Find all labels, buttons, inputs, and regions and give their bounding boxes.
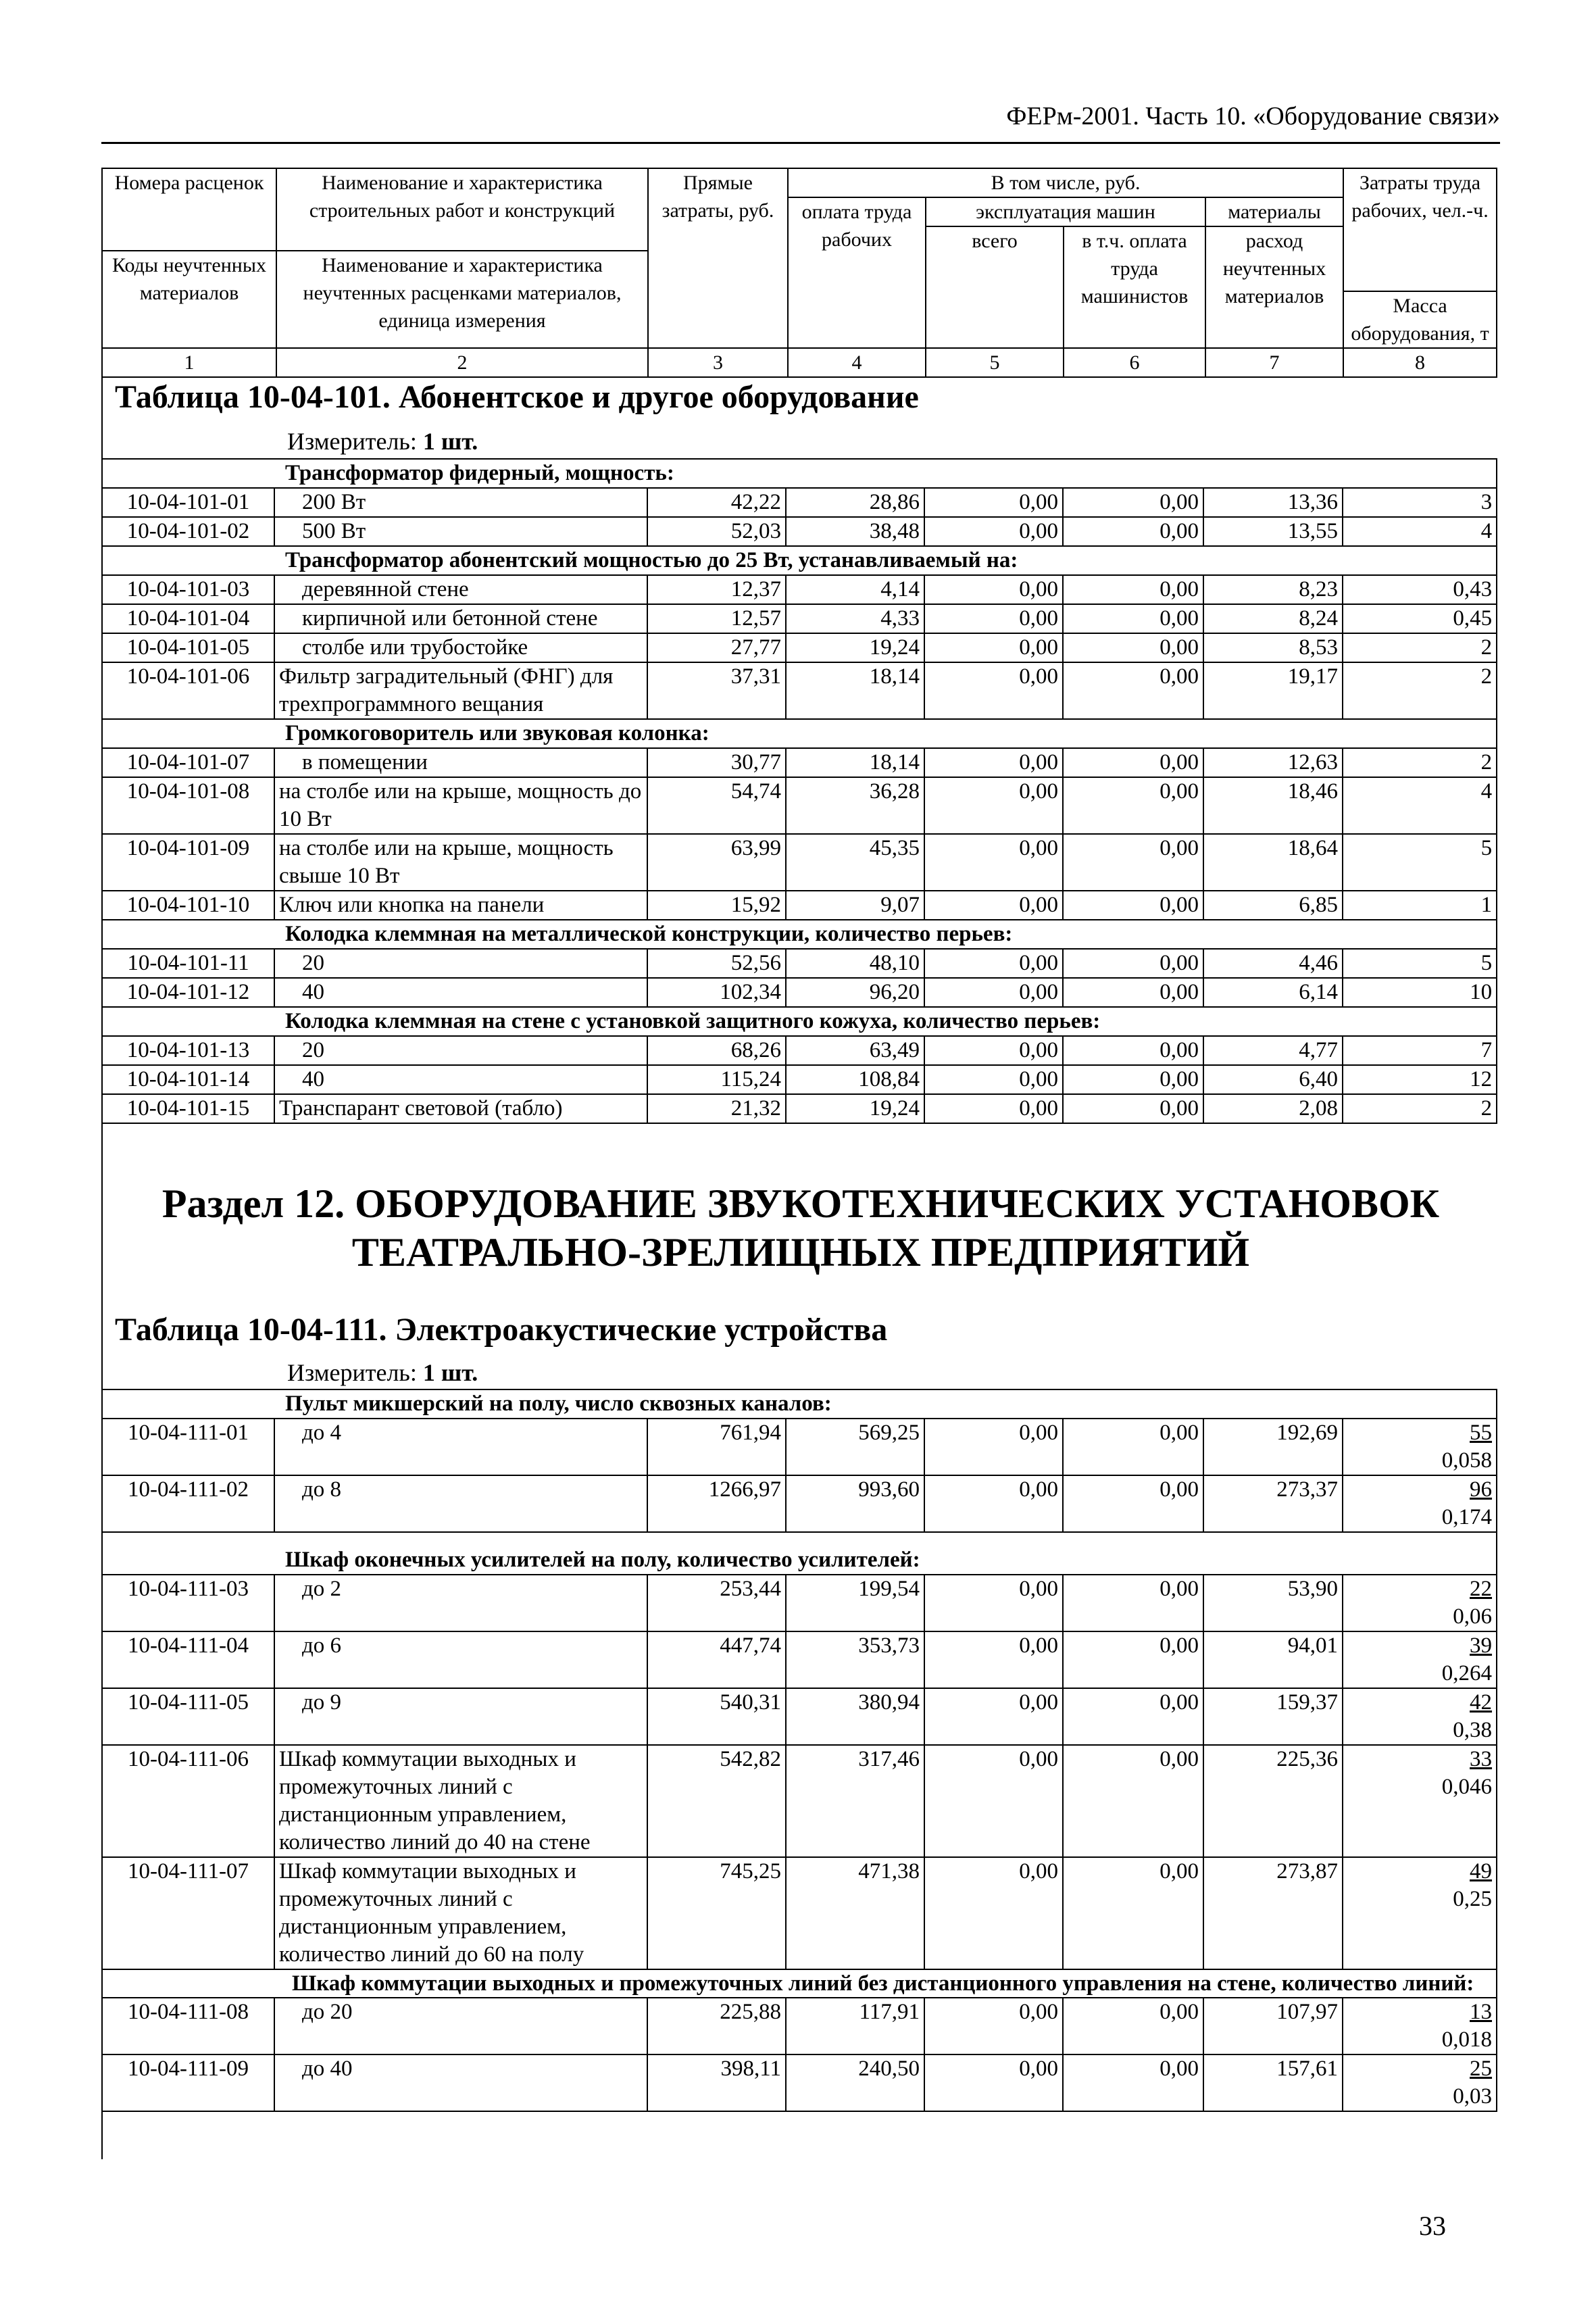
machine-total: 0,00 [924, 1998, 1063, 2054]
work-name: Фильтр заградительный (ФНГ) для трехпрограммного вещания [274, 662, 647, 719]
labor-pay: 28,86 [786, 488, 924, 517]
machinist-pay: 0,00 [1063, 488, 1203, 517]
work-name: кирпичной или бетонной стене [274, 604, 647, 633]
labor-pay: 96,20 [786, 978, 924, 1007]
work-name: Транспарант световой (табло) [274, 1094, 647, 1123]
machine-total: 0,00 [924, 1745, 1063, 1857]
group-heading: Шкаф оконечных усилителей на полу, количество усилителей: [102, 1532, 1497, 1575]
table-title: Таблица 10-04-111. Электроакустические устройства [115, 1312, 888, 1348]
header-in-that: В том числе, руб. [788, 168, 1343, 197]
machinist-pay: 0,00 [1063, 575, 1203, 604]
machinist-pay: 0,00 [1063, 1857, 1203, 1969]
machine-total: 0,00 [924, 1688, 1063, 1745]
labor-pay: 380,94 [786, 1688, 924, 1745]
labor-pay: 569,25 [786, 1419, 924, 1475]
labor-pay: 240,50 [786, 2054, 924, 2111]
rate-code: 10-04-111-03 [102, 1575, 274, 1631]
header-materials-use: расход неучтенных материалов [1205, 226, 1343, 348]
direct-cost: 68,26 [647, 1036, 786, 1065]
labor-hours: 7 [1343, 1036, 1497, 1065]
materials-cost: 273,37 [1203, 1475, 1343, 1532]
machinist-pay: 0,00 [1063, 978, 1203, 1007]
rate-code: 10-04-101-10 [102, 891, 274, 920]
labor-hours: 1 [1343, 891, 1497, 920]
machine-total: 0,00 [924, 1475, 1063, 1532]
header-machine-operation: эксплуатация машин [926, 197, 1205, 226]
table-row [102, 1036, 1497, 1065]
labor-pay: 18,14 [786, 748, 924, 777]
work-name: 500 Вт [274, 517, 647, 546]
work-name: до 40 [274, 2054, 647, 2111]
labor-hours: 22 [1470, 1577, 1493, 1601]
header-work-name: Наименование и характеристика строительных работ и конструкций [276, 168, 648, 251]
table-row [102, 834, 1497, 891]
labor-pay: 48,10 [786, 949, 924, 978]
labor-hours: 3 [1343, 488, 1497, 517]
section-title-line2: ТЕАТРАЛЬНО-ЗРЕЛИЩНЫХ ПРЕДПРИЯТИЙ [351, 1230, 1250, 1275]
machinist-pay: 0,00 [1063, 1745, 1203, 1857]
machinist-pay: 0,00 [1063, 834, 1203, 891]
group-heading: Колодка клеммная на металлической конструкции, количество перьев: [102, 920, 1497, 949]
table-row [102, 633, 1497, 662]
work-name: до 2 [274, 1575, 647, 1631]
rate-code: 10-04-101-05 [102, 633, 274, 662]
materials-cost: 6,14 [1203, 978, 1343, 1007]
labor-hours: 2 [1343, 1094, 1497, 1123]
machine-total: 0,00 [924, 891, 1063, 920]
table-row [102, 978, 1497, 1007]
materials-cost: 19,17 [1203, 662, 1343, 719]
work-name: до 6 [274, 1631, 647, 1688]
machinist-pay: 0,00 [1063, 891, 1203, 920]
measure-line [287, 1358, 478, 1387]
labor-pay: 353,73 [786, 1631, 924, 1688]
table-row [102, 1419, 1497, 1475]
equipment-mass: 0,264 [1441, 1661, 1493, 1685]
labor-pay: 199,54 [786, 1575, 924, 1631]
machine-total: 0,00 [924, 978, 1063, 1007]
direct-cost: 540,31 [647, 1688, 786, 1745]
labor-pay: 19,24 [786, 633, 924, 662]
materials-cost: 6,85 [1203, 891, 1343, 920]
labor-mass-cell [1343, 1475, 1497, 1532]
machinist-pay: 0,00 [1063, 1094, 1203, 1123]
equipment-mass: 0,174 [1441, 1505, 1493, 1529]
materials-cost: 13,55 [1203, 517, 1343, 546]
header-labor-costs: Затраты труда рабочих, чел.-ч. [1343, 168, 1497, 291]
header-material-names: Наименование и характеристика неучтенных расценками материалов, единица измерения [276, 251, 648, 348]
rate-code: 10-04-101-04 [102, 604, 274, 633]
rate-code: 10-04-101-03 [102, 575, 274, 604]
machine-total: 0,00 [924, 1419, 1063, 1475]
table-row [102, 748, 1497, 777]
machinist-pay: 0,00 [1063, 1065, 1203, 1094]
work-name: в помещении [274, 748, 647, 777]
direct-cost: 542,82 [647, 1745, 786, 1857]
machinist-pay: 0,00 [1063, 1998, 1203, 2054]
work-name: до 9 [274, 1688, 647, 1745]
materials-cost: 8,23 [1203, 575, 1343, 604]
header-rule [101, 142, 1500, 144]
labor-hours: 5 [1343, 949, 1497, 978]
rate-code: 10-04-101-14 [102, 1065, 274, 1094]
materials-cost: 18,46 [1203, 777, 1343, 834]
rate-code: 10-04-101-02 [102, 517, 274, 546]
measure-label: Измеритель: [287, 428, 417, 455]
header-equipment-mass: Масса оборудования, т [1343, 291, 1497, 348]
header-total: всего [926, 226, 1064, 348]
labor-hours: 5 [1343, 834, 1497, 891]
labor-hours: 39 [1470, 1633, 1493, 1658]
group-heading: Пульт микшерский на полу, число сквозных каналов: [102, 1389, 1497, 1419]
machine-total: 0,00 [924, 662, 1063, 719]
labor-pay: 19,24 [786, 1094, 924, 1123]
rate-code: 10-04-101-06 [102, 662, 274, 719]
table-row [102, 777, 1497, 834]
table-row [102, 1631, 1497, 1688]
materials-cost: 6,40 [1203, 1065, 1343, 1094]
rate-code: 10-04-101-15 [102, 1094, 274, 1123]
equipment-mass: 0,03 [1453, 2084, 1493, 2109]
labor-pay: 63,49 [786, 1036, 924, 1065]
header-col-num: 5 [926, 348, 1064, 377]
machinist-pay: 0,00 [1063, 1419, 1203, 1475]
table-row [102, 575, 1497, 604]
rate-code: 10-04-111-01 [102, 1419, 274, 1475]
header-materials: материалы [1205, 197, 1343, 226]
labor-mass-cell [1343, 1575, 1497, 1631]
measure-label: Измеритель: [287, 1359, 417, 1386]
equipment-mass: 0,046 [1441, 1775, 1493, 1799]
work-name: столбе или трубостойке [274, 633, 647, 662]
work-name: 200 Вт [274, 488, 647, 517]
machinist-pay: 0,00 [1063, 949, 1203, 978]
labor-pay: 36,28 [786, 777, 924, 834]
direct-cost: 15,92 [647, 891, 786, 920]
machinist-pay: 0,00 [1063, 1036, 1203, 1065]
table-row [102, 1745, 1497, 1857]
materials-cost: 273,87 [1203, 1857, 1343, 1969]
work-name: 20 [274, 949, 647, 978]
work-name: до 4 [274, 1419, 647, 1475]
equipment-mass: 0,38 [1453, 1718, 1493, 1742]
materials-cost: 8,53 [1203, 633, 1343, 662]
rate-code: 10-04-101-09 [102, 834, 274, 891]
work-name: 20 [274, 1036, 647, 1065]
machine-total: 0,00 [924, 748, 1063, 777]
work-name: на столбе или на крыше, мощность свыше 10 Вт [274, 834, 647, 891]
table-row [102, 1575, 1497, 1631]
machine-total: 0,00 [924, 575, 1063, 604]
equipment-mass: 0,25 [1453, 1887, 1493, 1911]
direct-cost: 21,32 [647, 1094, 786, 1123]
equipment-mass: 0,018 [1441, 2027, 1493, 2052]
labor-hours: 2 [1343, 662, 1497, 719]
machinist-pay: 0,00 [1063, 2054, 1203, 2111]
materials-cost: 94,01 [1203, 1631, 1343, 1688]
machinist-pay: 0,00 [1063, 604, 1203, 633]
equipment-mass: 0,058 [1441, 1448, 1493, 1473]
work-name: 40 [274, 1065, 647, 1094]
materials-cost: 13,36 [1203, 488, 1343, 517]
labor-hours: 12 [1343, 1065, 1497, 1094]
machine-total: 0,00 [924, 1065, 1063, 1094]
machine-total: 0,00 [924, 1094, 1063, 1123]
equipment-mass: 0,06 [1453, 1604, 1493, 1629]
labor-mass-cell [1343, 2054, 1497, 2111]
header-machinist-pay: в т.ч. оплата труда машинистов [1064, 226, 1205, 348]
machine-total: 0,00 [924, 949, 1063, 978]
table-row [102, 1094, 1497, 1123]
direct-cost: 12,57 [647, 604, 786, 633]
header-col-num: 3 [648, 348, 788, 377]
labor-hours: 2 [1343, 748, 1497, 777]
table-row [102, 488, 1497, 517]
labor-hours: 2 [1343, 633, 1497, 662]
labor-mass-cell [1343, 1631, 1497, 1688]
table-row [102, 2054, 1497, 2111]
direct-cost: 52,03 [647, 517, 786, 546]
labor-pay: 471,38 [786, 1857, 924, 1969]
work-name: до 8 [274, 1475, 647, 1532]
header-direct-costs: Прямые затраты, руб. [648, 168, 788, 348]
table-row [102, 1475, 1497, 1532]
labor-pay: 993,60 [786, 1475, 924, 1532]
machine-total: 0,00 [924, 834, 1063, 891]
labor-hours: 55 [1470, 1421, 1493, 1445]
rate-code: 10-04-101-11 [102, 949, 274, 978]
direct-cost: 27,77 [647, 633, 786, 662]
materials-cost: 53,90 [1203, 1575, 1343, 1631]
direct-cost: 12,37 [647, 575, 786, 604]
machinist-pay: 0,00 [1063, 777, 1203, 834]
header-col-num: 7 [1205, 348, 1343, 377]
direct-cost: 253,44 [647, 1575, 786, 1631]
labor-hours: 0,45 [1343, 604, 1497, 633]
labor-hours: 4 [1343, 777, 1497, 834]
header-rate-numbers: Номера расценок [102, 168, 276, 251]
header-labor-pay: оплата труда рабочих [788, 197, 926, 348]
direct-cost: 761,94 [647, 1419, 786, 1475]
materials-cost: 159,37 [1203, 1688, 1343, 1745]
materials-cost: 4,46 [1203, 949, 1343, 978]
group-heading: Громкоговоритель или звуковая колонка: [102, 719, 1497, 748]
materials-cost: 18,64 [1203, 834, 1343, 891]
rate-code: 10-04-101-13 [102, 1036, 274, 1065]
labor-hours: 4 [1343, 517, 1497, 546]
header-col-num: 1 [102, 348, 276, 377]
work-name: на столбе или на крыше, мощность до 10 Вт [274, 777, 647, 834]
machinist-pay: 0,00 [1063, 517, 1203, 546]
materials-cost: 2,08 [1203, 1094, 1343, 1123]
direct-cost: 54,74 [647, 777, 786, 834]
table-row [102, 662, 1497, 719]
materials-cost: 8,24 [1203, 604, 1343, 633]
labor-hours: 13 [1470, 2000, 1493, 2024]
machine-total: 0,00 [924, 1036, 1063, 1065]
labor-hours: 25 [1470, 2057, 1493, 2081]
rate-code: 10-04-111-07 [102, 1857, 274, 1969]
labor-mass-cell [1343, 1998, 1497, 2054]
header-col-num: 8 [1343, 348, 1497, 377]
machine-total: 0,00 [924, 1631, 1063, 1688]
materials-cost: 192,69 [1203, 1419, 1343, 1475]
machinist-pay: 0,00 [1063, 1631, 1203, 1688]
running-header: ФЕРм-2001. Часть 10. «Оборудование связи» [1006, 102, 1500, 130]
rate-code: 10-04-111-08 [102, 1998, 274, 2054]
machinist-pay: 0,00 [1063, 748, 1203, 777]
direct-cost: 42,22 [647, 488, 786, 517]
labor-pay: 317,46 [786, 1745, 924, 1857]
machine-total: 0,00 [924, 633, 1063, 662]
rate-code: 10-04-111-02 [102, 1475, 274, 1532]
rate-code: 10-04-111-09 [102, 2054, 274, 2111]
machinist-pay: 0,00 [1063, 633, 1203, 662]
labor-pay: 9,07 [786, 891, 924, 920]
group-heading: Трансформатор абонентский мощностью до 25 Вт, устанавливаемый на: [102, 546, 1497, 575]
labor-mass-cell [1343, 1745, 1497, 1857]
labor-pay: 117,91 [786, 1998, 924, 2054]
labor-pay: 45,35 [786, 834, 924, 891]
labor-hours: 49 [1470, 1859, 1493, 1884]
machine-total: 0,00 [924, 2054, 1063, 2111]
machinist-pay: 0,00 [1063, 1688, 1203, 1745]
labor-hours: 10 [1343, 978, 1497, 1007]
header-col-num: 2 [276, 348, 648, 377]
table-row [102, 1857, 1497, 1969]
machine-total: 0,00 [924, 777, 1063, 834]
table-title: Таблица 10-04-101. Абонентское и другое оборудование [115, 379, 919, 415]
direct-cost: 398,11 [647, 2054, 786, 2111]
direct-cost: 52,56 [647, 949, 786, 978]
work-name: Ключ или кнопка на панели [274, 891, 647, 920]
rate-code: 10-04-101-01 [102, 488, 274, 517]
labor-hours: 96 [1470, 1477, 1493, 1502]
machine-total: 0,00 [924, 1857, 1063, 1969]
work-name: Шкаф коммутации выходных и промежуточных линий с дистанционным управлением, количество линий до 60 на полу [274, 1857, 647, 1969]
machine-total: 0,00 [924, 488, 1063, 517]
direct-cost: 37,31 [647, 662, 786, 719]
labor-hours: 42 [1470, 1690, 1493, 1715]
rate-code: 10-04-101-07 [102, 748, 274, 777]
machine-total: 0,00 [924, 517, 1063, 546]
labor-pay: 108,84 [786, 1065, 924, 1094]
measure-value: 1 шт. [422, 428, 478, 455]
machine-total: 0,00 [924, 604, 1063, 633]
group-heading: Трансформатор фидерный, мощность: [102, 459, 1497, 488]
rates-table-101 [101, 458, 1497, 1124]
table-row [102, 604, 1497, 633]
table-row [102, 1998, 1497, 2054]
machinist-pay: 0,00 [1063, 662, 1203, 719]
direct-cost: 447,74 [647, 1631, 786, 1688]
group-heading: Колодка клеммная на стене с установкой защитного кожуха, количество перьев: [102, 1007, 1497, 1036]
work-name: деревянной стене [274, 575, 647, 604]
materials-cost: 225,36 [1203, 1745, 1343, 1857]
rate-code: 10-04-111-06 [102, 1745, 274, 1857]
measure-value: 1 шт. [422, 1359, 478, 1386]
page-number: 33 [1419, 2211, 1446, 2241]
machinist-pay: 0,00 [1063, 1575, 1203, 1631]
direct-cost: 102,34 [647, 978, 786, 1007]
table-row [102, 891, 1497, 920]
header-col-num: 6 [1064, 348, 1205, 377]
materials-cost: 12,63 [1203, 748, 1343, 777]
table-row [102, 1688, 1497, 1745]
labor-hours: 33 [1470, 1747, 1493, 1771]
measure-line [287, 427, 478, 456]
column-header-table [101, 168, 1497, 378]
materials-cost: 107,97 [1203, 1998, 1343, 2054]
table-row [102, 949, 1497, 978]
direct-cost: 225,88 [647, 1998, 786, 2054]
direct-cost: 745,25 [647, 1857, 786, 1969]
work-name: Шкаф коммутации выходных и промежуточных линий с дистанционным управлением, количество линий до 40 на стене [274, 1745, 647, 1857]
table-row [102, 1065, 1497, 1094]
labor-mass-cell [1343, 1419, 1497, 1475]
labor-mass-cell [1343, 1857, 1497, 1969]
materials-cost: 157,61 [1203, 2054, 1343, 2111]
machine-total: 0,00 [924, 1575, 1063, 1631]
materials-cost: 4,77 [1203, 1036, 1343, 1065]
direct-cost: 115,24 [647, 1065, 786, 1094]
table-row [102, 517, 1497, 546]
rate-code: 10-04-111-04 [102, 1631, 274, 1688]
labor-hours: 0,43 [1343, 575, 1497, 604]
labor-pay: 38,48 [786, 517, 924, 546]
labor-mass-cell [1343, 1688, 1497, 1745]
rate-code: 10-04-101-08 [102, 777, 274, 834]
work-name: до 20 [274, 1998, 647, 2054]
direct-cost: 30,77 [647, 748, 786, 777]
machinist-pay: 0,00 [1063, 1475, 1203, 1532]
header-material-codes: Коды неучтенных материалов [102, 251, 276, 348]
rate-code: 10-04-101-12 [102, 978, 274, 1007]
labor-pay: 4,33 [786, 604, 924, 633]
labor-pay: 18,14 [786, 662, 924, 719]
rate-code: 10-04-111-05 [102, 1688, 274, 1745]
rates-table-111 [101, 1389, 1497, 2112]
work-name: 40 [274, 978, 647, 1007]
section-title-line1: Раздел 12. ОБОРУДОВАНИЕ ЗВУКОТЕХНИЧЕСКИХ УСТАНОВОК [161, 1181, 1440, 1226]
header-col-num: 4 [788, 348, 926, 377]
group-heading: Шкаф коммутации выходных и промежуточных линий без дистанционного управления на стене, количество линий: [102, 1969, 1497, 1998]
direct-cost: 1266,97 [647, 1475, 786, 1532]
labor-pay: 4,14 [786, 575, 924, 604]
direct-cost: 63,99 [647, 834, 786, 891]
